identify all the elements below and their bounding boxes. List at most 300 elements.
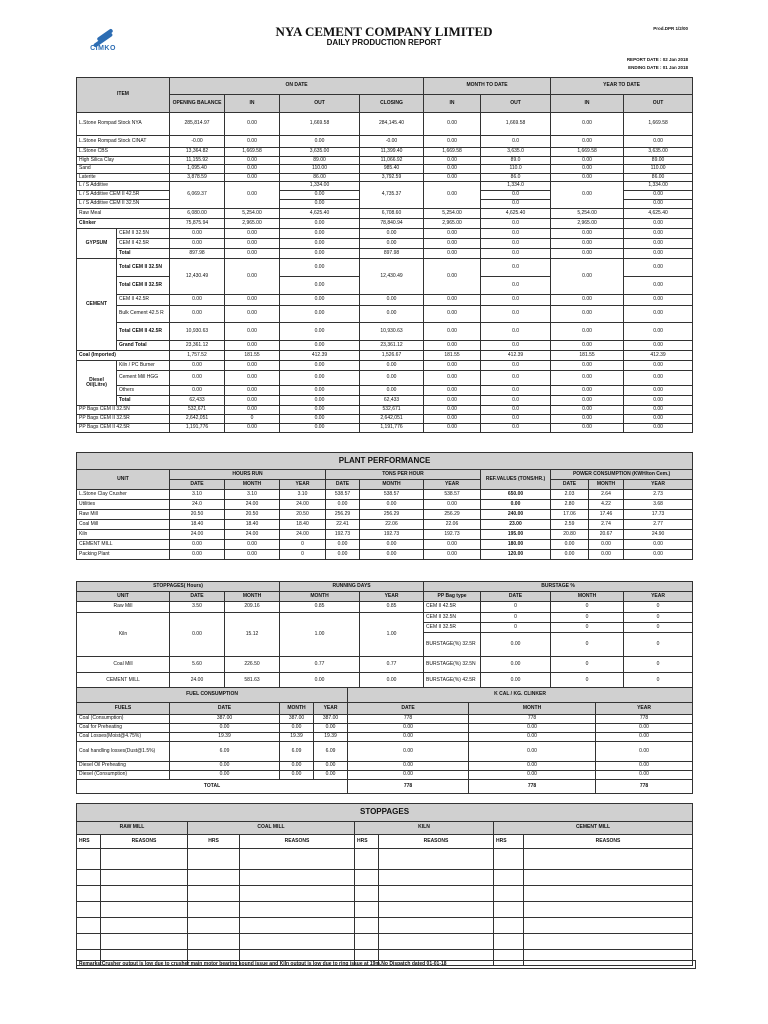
value-cell: 0.00 bbox=[280, 724, 314, 733]
plant-performance-table bbox=[76, 452, 693, 560]
empty-cell bbox=[240, 918, 355, 934]
fuel-label: Coal Losses(Moist@4.75%) bbox=[77, 733, 170, 742]
value-cell: 4,625.40 bbox=[280, 209, 360, 219]
value-cell: 0.00 bbox=[551, 396, 624, 406]
header-cell: HRS bbox=[355, 835, 379, 849]
empty-cell bbox=[240, 849, 355, 870]
value-cell: 387.00 bbox=[170, 715, 280, 724]
table-row bbox=[77, 500, 693, 510]
value-cell: 0.0 bbox=[481, 306, 551, 323]
empty-cell bbox=[524, 934, 693, 950]
table-row bbox=[77, 386, 693, 396]
table-row bbox=[77, 239, 693, 249]
empty-cell bbox=[188, 934, 240, 950]
value-cell: 1,334.00 bbox=[280, 182, 360, 191]
value-cell: 0.0 bbox=[481, 219, 551, 229]
value-cell: 2.74 bbox=[589, 520, 624, 530]
header-cell: HRS bbox=[77, 835, 101, 849]
value-cell: 387.00 bbox=[314, 715, 348, 724]
header-cell: 3.50 bbox=[170, 602, 225, 613]
table-row bbox=[77, 902, 693, 918]
value-cell: 778 bbox=[596, 715, 693, 724]
value-cell: 0.00 bbox=[424, 406, 481, 415]
value-cell: 0.00 bbox=[326, 550, 360, 560]
header-cell: YEAR bbox=[596, 703, 693, 715]
empty-cell bbox=[379, 849, 494, 870]
value-cell: 0.00 bbox=[624, 361, 693, 371]
company-name: NYA CEMENT COMPANY LIMITED bbox=[275, 24, 493, 39]
value-cell: 24.90 bbox=[624, 530, 693, 540]
value-cell: 412.39 bbox=[280, 351, 360, 361]
value-cell: 0.00 bbox=[280, 136, 360, 148]
value-cell: 0.00 bbox=[424, 500, 481, 510]
value-cell: 0.00 bbox=[170, 386, 225, 396]
header-cell: BURSTAGE(%) 32.5N bbox=[424, 657, 481, 673]
empty-cell bbox=[101, 849, 188, 870]
item-label: L.Stone Rompad Stock CINAT bbox=[77, 136, 170, 148]
header-cell: 0 bbox=[624, 673, 693, 689]
value-cell: 19.39 bbox=[314, 733, 348, 742]
value-cell: 0.0 bbox=[481, 386, 551, 396]
empty-cell bbox=[524, 902, 693, 918]
sub-item-label: Total bbox=[117, 396, 170, 406]
group-label: CEMENT bbox=[77, 259, 117, 351]
value-cell: 0.00 bbox=[551, 295, 624, 306]
raw-mill-header: RAW MILL bbox=[77, 822, 188, 835]
value-cell: 20.80 bbox=[551, 530, 589, 540]
value-cell: 778 bbox=[348, 715, 469, 724]
empty-cell bbox=[188, 849, 240, 870]
value-cell: 4,625.40 bbox=[481, 209, 551, 219]
value-cell: 18.40 bbox=[170, 520, 225, 530]
value-cell: 0.00 bbox=[551, 259, 624, 295]
header-cell: DATE bbox=[170, 480, 225, 490]
header-cell: UNIT bbox=[77, 592, 170, 602]
value-cell: 0.00 bbox=[280, 200, 360, 209]
empty-cell bbox=[77, 849, 101, 870]
value-cell: 0.00 bbox=[225, 136, 280, 148]
value-cell: 0.00 bbox=[225, 424, 280, 433]
value-cell: 0.00 bbox=[225, 550, 280, 560]
header-cell: 0 bbox=[481, 613, 551, 623]
value-cell: 0.00 bbox=[589, 540, 624, 550]
value-cell: 1,757.52 bbox=[170, 351, 225, 361]
value-cell: 0.00 bbox=[170, 229, 225, 239]
value-cell: 0.00 bbox=[424, 165, 481, 174]
value-cell: 120.00 bbox=[481, 550, 551, 560]
value-cell: 0.00 bbox=[469, 724, 596, 733]
value-cell: 24.00 bbox=[280, 530, 326, 540]
item-label: Laterite bbox=[77, 173, 170, 182]
value-cell: 2.77 bbox=[624, 520, 693, 530]
value-cell: 192.73 bbox=[424, 530, 481, 540]
value-cell: 6,708.60 bbox=[360, 209, 424, 219]
value-cell: 0.00 bbox=[314, 724, 348, 733]
value-cell: 0.00 bbox=[596, 762, 693, 771]
item-label: High Silica Clay bbox=[77, 156, 170, 165]
value-cell: 532,671 bbox=[170, 406, 225, 415]
empty-cell bbox=[524, 849, 693, 870]
value-cell: 3,635.0 bbox=[481, 148, 551, 157]
table-row bbox=[77, 406, 693, 415]
value-cell: 4.22 bbox=[589, 500, 624, 510]
value-cell: 0.0 bbox=[481, 361, 551, 371]
header-cell: DATE bbox=[170, 703, 280, 715]
value-cell: 0.00 bbox=[225, 229, 280, 239]
value-cell: 0.00 bbox=[424, 229, 481, 239]
value-cell: 192.73 bbox=[360, 530, 424, 540]
value-cell: 20.50 bbox=[170, 510, 225, 520]
value-cell: 0.00 bbox=[225, 323, 280, 341]
item-label: Coal (Imported) bbox=[77, 351, 170, 361]
value-cell: 0.00 bbox=[225, 249, 280, 259]
header-cell: DATE bbox=[348, 703, 469, 715]
value-cell: 0.00 bbox=[360, 371, 424, 386]
value-cell: 3,635.00 bbox=[624, 148, 693, 157]
header-cell: BURSTAGE(%) 32.5R bbox=[424, 633, 481, 657]
value-cell: 0.00 bbox=[280, 361, 360, 371]
table-row bbox=[77, 249, 693, 259]
value-cell: 0.0 bbox=[481, 341, 551, 351]
value-cell: 24.00 bbox=[225, 530, 280, 540]
table-row bbox=[77, 520, 693, 530]
fuel-label: Diesel (Consumption) bbox=[77, 771, 170, 780]
empty-cell bbox=[355, 934, 379, 950]
value-cell: 2.64 bbox=[589, 490, 624, 500]
header-cell: 0 bbox=[551, 613, 624, 623]
value-cell: 0.00 bbox=[424, 173, 481, 182]
table-row bbox=[77, 540, 693, 550]
header-cell: MONTH bbox=[225, 480, 280, 490]
value-cell: 256.29 bbox=[360, 510, 424, 520]
value-cell: 192.73 bbox=[326, 530, 360, 540]
header-cell: REASONS bbox=[524, 835, 693, 849]
value-cell: 3,878.59 bbox=[170, 173, 225, 182]
header-cell: 0 bbox=[624, 657, 693, 673]
table-row bbox=[77, 361, 693, 371]
header-cell: MONTH bbox=[360, 480, 424, 490]
empty-cell bbox=[101, 902, 188, 918]
value-cell: 0.0 bbox=[481, 191, 551, 200]
empty-cell bbox=[494, 934, 524, 950]
table-row bbox=[77, 165, 693, 174]
value-cell: 0.00 bbox=[551, 306, 624, 323]
value-cell: 18.40 bbox=[280, 520, 326, 530]
value-cell: 89.00 bbox=[624, 156, 693, 165]
table-row bbox=[77, 870, 693, 886]
value-cell: 22.06 bbox=[424, 520, 481, 530]
empty-cell bbox=[355, 849, 379, 870]
value-cell: 12,430.49 bbox=[170, 259, 225, 295]
form-code: Prod.DPR 1/2/00 bbox=[653, 26, 688, 31]
value-cell: 0.00 bbox=[551, 341, 624, 351]
header-cell: REASONS bbox=[101, 835, 188, 849]
empty-cell bbox=[494, 918, 524, 934]
header-cell: 0.00 bbox=[481, 633, 551, 657]
table-row bbox=[77, 530, 693, 540]
coal-mill-header: COAL MILL bbox=[188, 822, 355, 835]
empty-cell bbox=[101, 886, 188, 902]
empty-cell bbox=[188, 886, 240, 902]
value-cell: 0.00 bbox=[424, 361, 481, 371]
empty-cell bbox=[188, 918, 240, 934]
value-cell: 22.41 bbox=[326, 520, 360, 530]
value-cell: 0.00 bbox=[225, 540, 280, 550]
stoppages-reasons-table bbox=[76, 803, 693, 966]
value-cell: 19.39 bbox=[170, 733, 280, 742]
item-label: PP Bags CEM II 42.5R bbox=[77, 424, 170, 433]
empty-cell bbox=[524, 918, 693, 934]
value-cell: 11,399.40 bbox=[360, 148, 424, 157]
value-cell: 412.39 bbox=[624, 351, 693, 361]
table-row bbox=[77, 295, 693, 306]
empty-cell bbox=[355, 902, 379, 918]
empty-cell bbox=[379, 918, 494, 934]
value-cell: 0.00 bbox=[624, 424, 693, 433]
value-cell: 0.0 bbox=[481, 200, 551, 209]
value-cell: 0.0 bbox=[481, 295, 551, 306]
opening-balance-header: OPENING BALANCE bbox=[170, 95, 225, 113]
value-cell: 6.09 bbox=[314, 742, 348, 762]
value-cell: 0.0 bbox=[481, 259, 551, 277]
value-cell: 0.00 bbox=[624, 136, 693, 148]
value-cell: 0.00 bbox=[360, 361, 424, 371]
stoppages-title: STOPPAGES bbox=[77, 804, 693, 822]
value-cell: 0.00 bbox=[280, 415, 360, 424]
empty-cell bbox=[494, 886, 524, 902]
value-cell: 0.00 bbox=[225, 259, 280, 295]
value-cell: 0.00 bbox=[469, 771, 596, 780]
value-cell: 0.00 bbox=[170, 771, 280, 780]
value-cell: 3.10 bbox=[280, 490, 326, 500]
table-row bbox=[77, 424, 693, 433]
value-cell: 0.00 bbox=[280, 371, 360, 386]
in-header: IN bbox=[551, 95, 624, 113]
header-cell: 0 bbox=[481, 623, 551, 633]
table-row bbox=[77, 415, 693, 424]
empty-cell bbox=[240, 902, 355, 918]
item-label: Clinker bbox=[77, 219, 170, 229]
header-cell: 0 bbox=[551, 623, 624, 633]
value-cell: 0.00 bbox=[424, 371, 481, 386]
header-cell: MONTH bbox=[589, 480, 624, 490]
header-cell: 5.60 bbox=[170, 657, 225, 673]
empty-cell bbox=[524, 886, 693, 902]
value-cell: 0.00 bbox=[170, 724, 280, 733]
value-cell: 0.00 bbox=[360, 500, 424, 510]
header-cell: YEAR bbox=[424, 480, 481, 490]
header-cell: 0.85 bbox=[360, 602, 424, 613]
value-cell: 0.00 bbox=[280, 771, 314, 780]
value-cell: 0.00 bbox=[280, 396, 360, 406]
closing-header: CLOSING bbox=[360, 95, 424, 113]
header-cell: PP Bag type bbox=[424, 592, 481, 602]
value-cell: 24.00 bbox=[280, 500, 326, 510]
value-cell: 2.59 bbox=[551, 520, 589, 530]
value-cell: 0.00 bbox=[624, 341, 693, 351]
header-cell: 0.00 bbox=[170, 613, 225, 657]
sub-item-label: Total CEM II 42.5R bbox=[117, 323, 170, 341]
value-cell: 0.00 bbox=[225, 295, 280, 306]
value-cell: 0.00 bbox=[225, 371, 280, 386]
value-cell: 0.00 bbox=[225, 341, 280, 351]
value-cell: 0.00 bbox=[280, 323, 360, 341]
header-cell: 1.00 bbox=[360, 613, 424, 657]
table-row bbox=[77, 510, 693, 520]
fuel-label: Coal handling losses(Dust@1.5%) bbox=[77, 742, 170, 762]
sub-item-label: Total bbox=[117, 249, 170, 259]
value-cell: 181.55 bbox=[424, 351, 481, 361]
value-cell: 4,735.37 bbox=[360, 182, 424, 209]
value-cell: 0.00 bbox=[280, 229, 360, 239]
value-cell: 412.39 bbox=[481, 351, 551, 361]
value-cell: 1,669.58 bbox=[225, 148, 280, 157]
value-cell: 0.00 bbox=[424, 136, 481, 148]
value-cell: 1,526.67 bbox=[360, 351, 424, 361]
value-cell: 2.80 bbox=[551, 500, 589, 510]
header-cell: DATE bbox=[551, 480, 589, 490]
value-cell: 3,635.00 bbox=[280, 148, 360, 157]
unit-label: Kiln bbox=[77, 530, 170, 540]
value-cell: 0.00 bbox=[225, 156, 280, 165]
value-cell: 1,669.58 bbox=[624, 113, 693, 136]
header-cell: 209.16 bbox=[225, 602, 280, 613]
value-cell: 195.00 bbox=[481, 530, 551, 540]
value-cell: 78,840.94 bbox=[360, 219, 424, 229]
value-cell: 86.00 bbox=[280, 173, 360, 182]
empty-cell bbox=[240, 934, 355, 950]
value-cell: 0.00 bbox=[624, 259, 693, 277]
item-label: Sand bbox=[77, 165, 170, 174]
header-cell: 0 bbox=[551, 602, 624, 613]
empty-cell bbox=[494, 870, 524, 886]
value-cell: 0.00 bbox=[280, 239, 360, 249]
fuel-consumption-table bbox=[76, 687, 693, 794]
header-cell: YEAR bbox=[360, 592, 424, 602]
value-cell: 1,669.58 bbox=[424, 148, 481, 157]
value-cell: 0 bbox=[280, 540, 326, 550]
value-cell: 0.00 bbox=[624, 396, 693, 406]
header-cell: DATE bbox=[170, 592, 225, 602]
value-cell: 3,792.59 bbox=[360, 173, 424, 182]
unit-label: Utilities bbox=[77, 500, 170, 510]
value-cell: 22.06 bbox=[360, 520, 424, 530]
header-cell: YEAR bbox=[280, 480, 326, 490]
ref-values-header: REF.VALUES (TONS/HR.) bbox=[481, 470, 551, 490]
value-cell: 650.00 bbox=[481, 490, 551, 500]
empty-cell bbox=[240, 870, 355, 886]
item-label: L.Stone CBS bbox=[77, 148, 170, 157]
value-cell: 0.00 bbox=[424, 323, 481, 341]
value-cell: 0.00 bbox=[424, 113, 481, 136]
value-cell: 0.00 bbox=[624, 323, 693, 341]
table-row bbox=[77, 934, 693, 950]
stop-unit: Kiln bbox=[77, 613, 170, 657]
table-row bbox=[77, 156, 693, 165]
value-cell: 180.00 bbox=[481, 540, 551, 550]
table-row bbox=[77, 742, 693, 762]
value-cell: 0.00 bbox=[481, 500, 551, 510]
unit-label: Raw Mill bbox=[77, 510, 170, 520]
value-cell: 240.00 bbox=[481, 510, 551, 520]
value-cell: 1,669.58 bbox=[551, 148, 624, 157]
table-row bbox=[77, 306, 693, 323]
value-cell: 0.00 bbox=[469, 762, 596, 771]
value-cell: 0.0 bbox=[481, 323, 551, 341]
value-cell: 1,191,776 bbox=[170, 424, 225, 433]
empty-cell bbox=[494, 849, 524, 870]
table-row bbox=[77, 886, 693, 902]
value-cell: 0.00 bbox=[170, 371, 225, 386]
value-cell: 20.50 bbox=[280, 510, 326, 520]
header-cell: FUELS bbox=[77, 703, 170, 715]
header-cell: HRS bbox=[188, 835, 240, 849]
value-cell: 0.00 bbox=[360, 540, 424, 550]
value-cell: 0.00 bbox=[424, 249, 481, 259]
fuel-label: Diesel Oil Preheating bbox=[77, 762, 170, 771]
value-cell: 0.00 bbox=[280, 406, 360, 415]
value-cell: 20.50 bbox=[225, 510, 280, 520]
value-cell: 0.00 bbox=[280, 306, 360, 323]
value-cell: 0.00 bbox=[624, 249, 693, 259]
value-cell: 0.00 bbox=[551, 550, 589, 560]
value-cell: 0.0 bbox=[481, 249, 551, 259]
production-table bbox=[76, 77, 693, 433]
value-cell: 110.00 bbox=[280, 165, 360, 174]
value-cell: 24.00 bbox=[225, 500, 280, 510]
value-cell: 0.00 bbox=[360, 229, 424, 239]
month-to-date-header: MONTH TO DATE bbox=[424, 78, 551, 95]
header-cell: 0 bbox=[624, 613, 693, 623]
value-cell: 86.00 bbox=[624, 173, 693, 182]
value-cell: 0.00 bbox=[170, 550, 225, 560]
value-cell: 0.00 bbox=[469, 742, 596, 762]
value-cell: 0.00 bbox=[551, 239, 624, 249]
empty-cell bbox=[77, 886, 101, 902]
running-days-header: RUNNING DAYS bbox=[280, 582, 424, 592]
header-cell: 0 bbox=[481, 602, 551, 613]
value-cell: 0.00 bbox=[280, 762, 314, 771]
value-cell: 1,669.58 bbox=[481, 113, 551, 136]
header-cell: 0 bbox=[624, 633, 693, 657]
value-cell: 0.00 bbox=[225, 386, 280, 396]
header-cell: 0 bbox=[624, 602, 693, 613]
table-row bbox=[77, 724, 693, 733]
header-cell: 0.77 bbox=[280, 657, 360, 673]
value-cell: 62,433 bbox=[360, 396, 424, 406]
value-cell: 0.0 bbox=[481, 396, 551, 406]
value-cell: 17.46 bbox=[589, 510, 624, 520]
header-cell: 226.50 bbox=[225, 657, 280, 673]
header-cell: REASONS bbox=[379, 835, 494, 849]
value-cell: 5,254.00 bbox=[225, 209, 280, 219]
header-cell: 0 bbox=[624, 623, 693, 633]
unit-label: Packing Plant bbox=[77, 550, 170, 560]
value-cell: 10,930.63 bbox=[360, 323, 424, 341]
empty-cell bbox=[101, 918, 188, 934]
tons-per-hour-header: TONS PER HOUR bbox=[326, 470, 481, 480]
empty-cell bbox=[188, 870, 240, 886]
header-cell: HRS bbox=[494, 835, 524, 849]
header-cell: MONTH bbox=[551, 592, 624, 602]
header-cell: 0 bbox=[551, 673, 624, 689]
table-row bbox=[77, 733, 693, 742]
value-cell: 62,433 bbox=[170, 396, 225, 406]
value-cell: 0.00 bbox=[280, 295, 360, 306]
item-header: ITEM bbox=[77, 78, 170, 113]
value-cell: 23.00 bbox=[481, 520, 551, 530]
value-cell: 0.00 bbox=[225, 396, 280, 406]
